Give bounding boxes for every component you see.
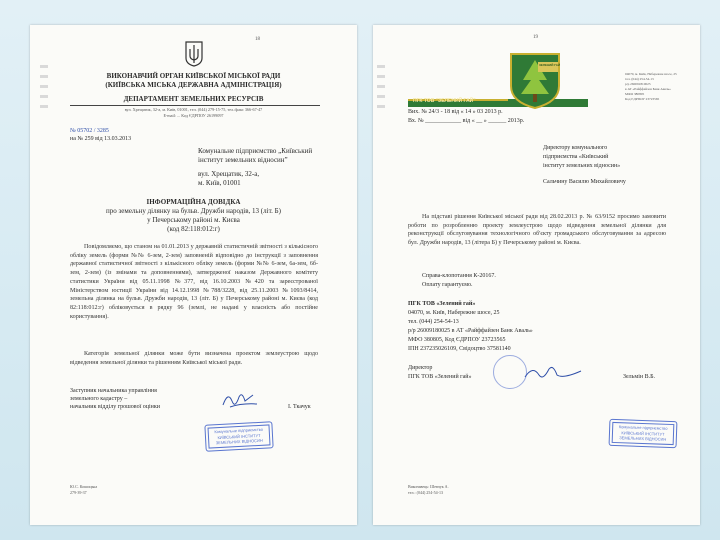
binder-holes xyxy=(377,65,385,115)
stamp-line3: ЗЕМЕЛЬНИХ ВІДНОСИН xyxy=(619,435,667,442)
details-line3: р/р 26009180025 в АТ «Райффайзен Банк Аваль» xyxy=(408,328,533,334)
subtitle-line2: у Печерському районі м. Києва xyxy=(147,216,240,224)
company-logo xyxy=(505,50,565,110)
details-line4: МФО 380805, Код ЄДРПОУ 23723565 xyxy=(408,337,506,343)
addressee-line3: інститут земельних відносин» xyxy=(543,163,621,169)
logo-caption: ЗЕЛЕНИЙ ГАЙ xyxy=(539,63,561,67)
header-contact-6: Код ЄДРПОУ 23723565 xyxy=(625,97,660,101)
body-paragraph-1: Повідомляємо, що станом на 01.01.2013 у державній статистичній звітності з кількісного обліку земель (форми №№ 6-зем, 2-зем) заповненій відповідно до інструкції з заповнення державної статистичної звітності з кількісного обліку земель (форми №№ 6-зем, 6а-зем, 6б-зем, 2-зем) (із змінами та доповненнями), затвердженої наказом Державного комітету статистики України від 05.11.1998 №377, від 16.10.2003 №420 та зареєстрованої Міністерством юстиції України від 14.12.1998 №788/3228, від 25.11.2003 №1093/8414, земельна ділянка на бульв. Дружби народів, 13 (літ. Б) у Печерському районі м. Києва (код 82:118:012:г) обліковується в рядку 96 (землі, не надані у власність або постійне користування). xyxy=(70,244,318,320)
received-stamp xyxy=(204,421,273,451)
department-title: ДЕПАРТАМЕНТ ЗЕМЕЛЬНИХ РЕСУРСІВ xyxy=(123,95,264,103)
ref-number: № 05702 / 3285 xyxy=(70,128,109,134)
coat-of-arms-icon xyxy=(185,41,203,67)
right-document xyxy=(373,25,700,525)
stamp-line3: ЗЕМЕЛЬНИХ ВІДНОСИН xyxy=(215,437,263,446)
footer-note2: 279-39-37 xyxy=(70,490,87,495)
recipient-line2: інститут земельних відносин” xyxy=(198,156,288,164)
header-contact-1: 04070, м. Київ, Набережне шосе, 25 xyxy=(625,72,677,76)
stamp-line2: КИЇВСЬКИЙ ІНСТИТУТ xyxy=(621,429,665,437)
enclosure-line1: Справа-клопотання К-20167. xyxy=(422,273,496,279)
header-contact-5: МФО 380805 xyxy=(625,92,645,96)
header-contact-3: р/р 260091810025 xyxy=(625,82,651,86)
footer-note2: тел.: (044) 254-54-13 xyxy=(408,490,443,495)
signatory-title1: Заступник начальника управління xyxy=(70,388,157,394)
company-seal xyxy=(493,355,527,389)
org-line2: (КИЇВСЬКА МІСЬКА ДЕРЖАВНА АДМІНІСТРАЦІЯ) xyxy=(105,81,282,89)
details-line2: тел. (044) 254-54-13 xyxy=(408,319,459,325)
signatory-title2: ПГК ТОВ «Зелений гай» xyxy=(408,374,472,380)
contact-line: E-mail: ... Код ЄДРПОУ 26199097 xyxy=(163,113,224,118)
enclosure-line2: Оплату гарантуємо. xyxy=(422,282,473,288)
outgoing-number: Вих. № 24/3 - 18 від « 14 » 03 2013 р. xyxy=(408,109,503,115)
signatory-name: Зельмін В.Б. xyxy=(623,374,656,380)
recipient-address2: м. Київ, 01001 xyxy=(198,179,241,187)
stamp-line1: Комунальне підприємство xyxy=(214,426,264,435)
recipient-line1: Комунальне підприємство „Київський xyxy=(198,147,313,155)
addressee-line2: підприємства «Київський xyxy=(543,154,609,160)
signatory-title3: начальник відділу грошової оцінки xyxy=(70,404,160,410)
footer-note1: Виконавець: Шевчук А. xyxy=(408,484,449,489)
body-paragraph-2: Категорія земельної ділянки може бути визначена проектом землеустрою щодо відведення земельної ділянки та рішенням Київської міської ради. xyxy=(70,351,318,366)
signature-icon xyxy=(220,389,260,411)
subtitle-line3: (код 82:118:012:г) xyxy=(167,225,220,233)
company-header: ПГК ТОВ "ЗЕЛЕНИЙ ГАЙ" xyxy=(413,98,476,104)
signatory-title2: земельного кадастру – xyxy=(70,396,128,402)
stamp-line2: КИЇВСЬКИЙ ІНСТИТУТ xyxy=(217,432,261,440)
signatory-name: І. Ткачук xyxy=(288,404,311,410)
recipient-address1: вул. Хрещатик, 32-а, xyxy=(198,170,260,178)
request-paragraph: На підставі рішення Київської міської ради від 28.02.2013 р. № 63/9152 просимо замовити роботи по розробленню проекту землеустрою щодо відведення земельної ділянки для реконструкції обслуговування технологічного об'єкту громадського обслуговування за адресою бул. Дружби народів, 13 (літера Б) у Печерському районі м. Києва. xyxy=(408,214,666,247)
subtitle-line1: про земельну ділянку на бульв. Дружби народів, 13 (літ. Б) xyxy=(106,207,281,215)
incoming-number: Вх. № ____________ від « __ » ______ 2013р. xyxy=(408,118,525,124)
left-document xyxy=(30,25,357,525)
header-contact-2: тел. (044) 254-54-13 xyxy=(625,77,654,81)
page-mark: 19 xyxy=(533,35,538,40)
signatory-title1: Директор xyxy=(408,365,433,371)
document-title: ІНФОРМАЦІЙНА ДОВІДКА xyxy=(146,198,241,206)
header-rule xyxy=(70,105,320,106)
header-contact-4: в АТ «Райффайзен Банк Аваль» xyxy=(625,87,671,91)
org-line1: ВИКОНАВЧИЙ ОРГАН КИЇВСЬКОЇ МІСЬКОЇ РАДИ xyxy=(106,72,281,80)
signature-icon xyxy=(523,363,583,383)
footer-note1: Ю.С. Кошицька xyxy=(70,484,98,489)
tree-shield-icon xyxy=(505,50,565,110)
details-line5: ІПН 237235026109, Свідоцтво 37581140 xyxy=(408,346,511,352)
address-line: вул. Хрещатик, 32-а, м. Київ, 01001, тел. (044) 279-15-75, тел./факс 366-67-47 xyxy=(124,107,263,112)
addressee-line1: Директору комунального xyxy=(543,145,608,151)
ref-date: на № 259 від 13.03.2013 xyxy=(70,136,132,142)
addressee-line4: Сальчину Василю Михайловичу xyxy=(543,179,626,185)
details-line1: 04070, м. Київ, Набережне шосе, 25 xyxy=(408,310,500,316)
received-stamp xyxy=(609,419,678,448)
stamp-line1: Комунальне підприємство xyxy=(618,424,668,431)
page-mark: 18 xyxy=(255,37,260,42)
company-name: ПГК ТОВ «Зелений гай» xyxy=(408,301,476,307)
